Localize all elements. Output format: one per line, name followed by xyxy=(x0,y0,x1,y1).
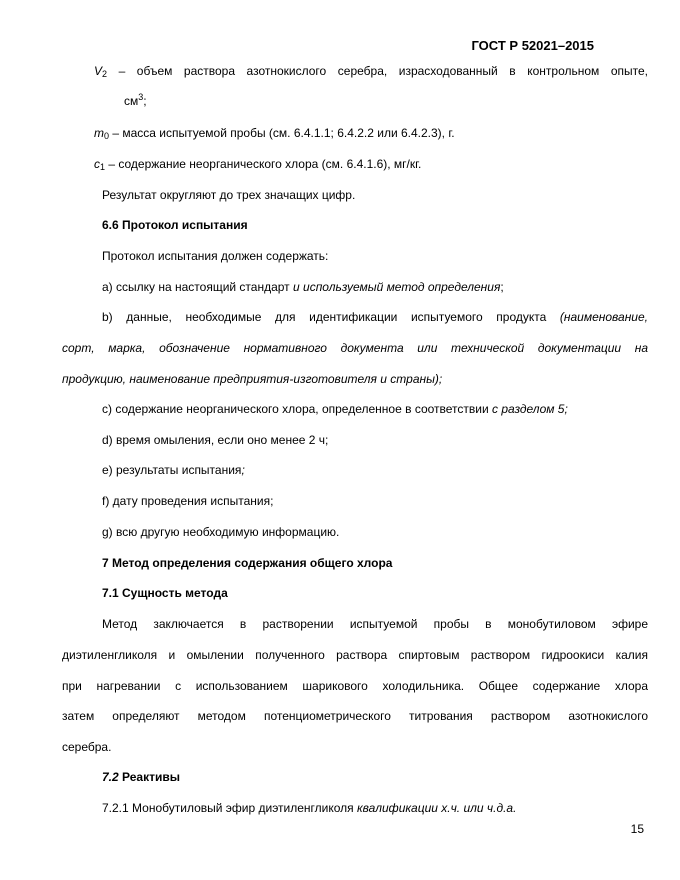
item-c-italic: с разделом 5; xyxy=(492,402,568,416)
method-paragraph-line2: диэтиленгликоля и омылении полученного раствора спиртовым раствором гидроокиси калия xyxy=(62,648,648,662)
item-a-end: ; xyxy=(500,280,504,294)
subscript-1: 1 xyxy=(100,162,106,172)
section-7-2-title xyxy=(102,770,180,784)
protocol-item-b-line1 xyxy=(102,310,648,324)
reagent-item-7-2-1 xyxy=(102,801,516,815)
method-paragraph-line4: затем определяют методом потенциометрического титрования раствором азотнокислого xyxy=(62,709,648,723)
subscript-2: 2 xyxy=(102,69,108,78)
item-c-text: c) содержание неорганического хлора, определенное в соответствии xyxy=(102,402,493,416)
item-a-italic: и используемый метод определения xyxy=(293,280,501,294)
definition-c1 xyxy=(94,157,421,171)
page-number: 15 xyxy=(630,822,644,836)
item-a-text: а) ссылку на настоящий стандарт xyxy=(102,280,294,294)
superscript-3: 3 xyxy=(138,92,144,102)
item-e-italic: ; xyxy=(241,463,245,477)
semicolon: ; xyxy=(143,94,147,108)
definition-c1-text: – содержание неорганического хлора (см. 6.4.1.6), мг/кг. xyxy=(105,157,422,171)
section-7-title: 7 Метод определения содержания общего хлора xyxy=(102,556,393,570)
subscript-0: 0 xyxy=(104,131,110,141)
method-paragraph-line5: серебра. xyxy=(62,740,112,754)
protocol-intro: Протокол испытания должен содержать: xyxy=(102,249,329,263)
rounding-note: Результат округляют до трех значащих цифр. xyxy=(102,188,356,202)
section-6-6-title: 6.6 Протокол испытания xyxy=(102,218,248,232)
item-b-text: b) данные, необходимые для идентификации испытуемого продукта xyxy=(102,310,560,324)
symbol-c: c xyxy=(94,157,100,171)
section-7-1-title: 7.1 Сущность метода xyxy=(102,586,228,600)
reagent-item-italic: квалификации х.ч. или ч.д.а. xyxy=(357,801,517,815)
document-code-header: ГОСТ Р 52021–2015 xyxy=(471,38,594,53)
reagent-item-text: 7.2.1 Монобутиловый эфир диэтиленгликоля xyxy=(102,801,358,815)
item-b-italic: (наименование, xyxy=(559,310,648,324)
section-7-2-text: Реактивы xyxy=(118,770,180,784)
definition-m0 xyxy=(94,126,455,140)
protocol-item-b-line2 xyxy=(62,341,648,355)
protocol-item-b-line3 xyxy=(62,372,442,386)
definition-v2-text: – объем раствора азотнокислого серебра, израсходованный в контрольном опыте, xyxy=(107,64,648,78)
protocol-item-d: d) время омыления, если оно менее 2 ч; xyxy=(102,433,329,447)
unit-cm: см xyxy=(124,94,139,108)
section-7-2-number: 7.2 xyxy=(102,770,119,784)
protocol-item-c xyxy=(102,402,568,416)
protocol-item-g: g) всю другую необходимую информацию. xyxy=(102,525,340,539)
item-b-line2-text: сорт, марка, обозначение нормативного документа или технической документации на xyxy=(62,341,648,355)
definition-v2 xyxy=(94,64,648,78)
symbol-v: V xyxy=(94,64,103,78)
symbol-m: m xyxy=(94,126,104,140)
item-e-text: e) результаты испытания xyxy=(102,463,242,477)
method-paragraph-line1: Метод заключается в растворении испытуемой пробы в монобутиловом эфире xyxy=(102,617,648,631)
method-paragraph-line3: при нагревании с использованием шарикового холодильника. Общее содержание хлора xyxy=(62,679,648,693)
protocol-item-e xyxy=(102,463,245,477)
definition-m0-text: – масса испытуемой пробы (см. 6.4.1.1; 6.4.2.2 или 6.4.2.3), г. xyxy=(109,126,455,140)
definition-v2-continued xyxy=(124,94,147,108)
item-b-line3-text: продукцию, наименование предприятия-изготовителя и страны); xyxy=(62,372,443,386)
protocol-item-f: f) дату проведения испытания; xyxy=(102,494,274,508)
protocol-item-a xyxy=(102,280,504,294)
